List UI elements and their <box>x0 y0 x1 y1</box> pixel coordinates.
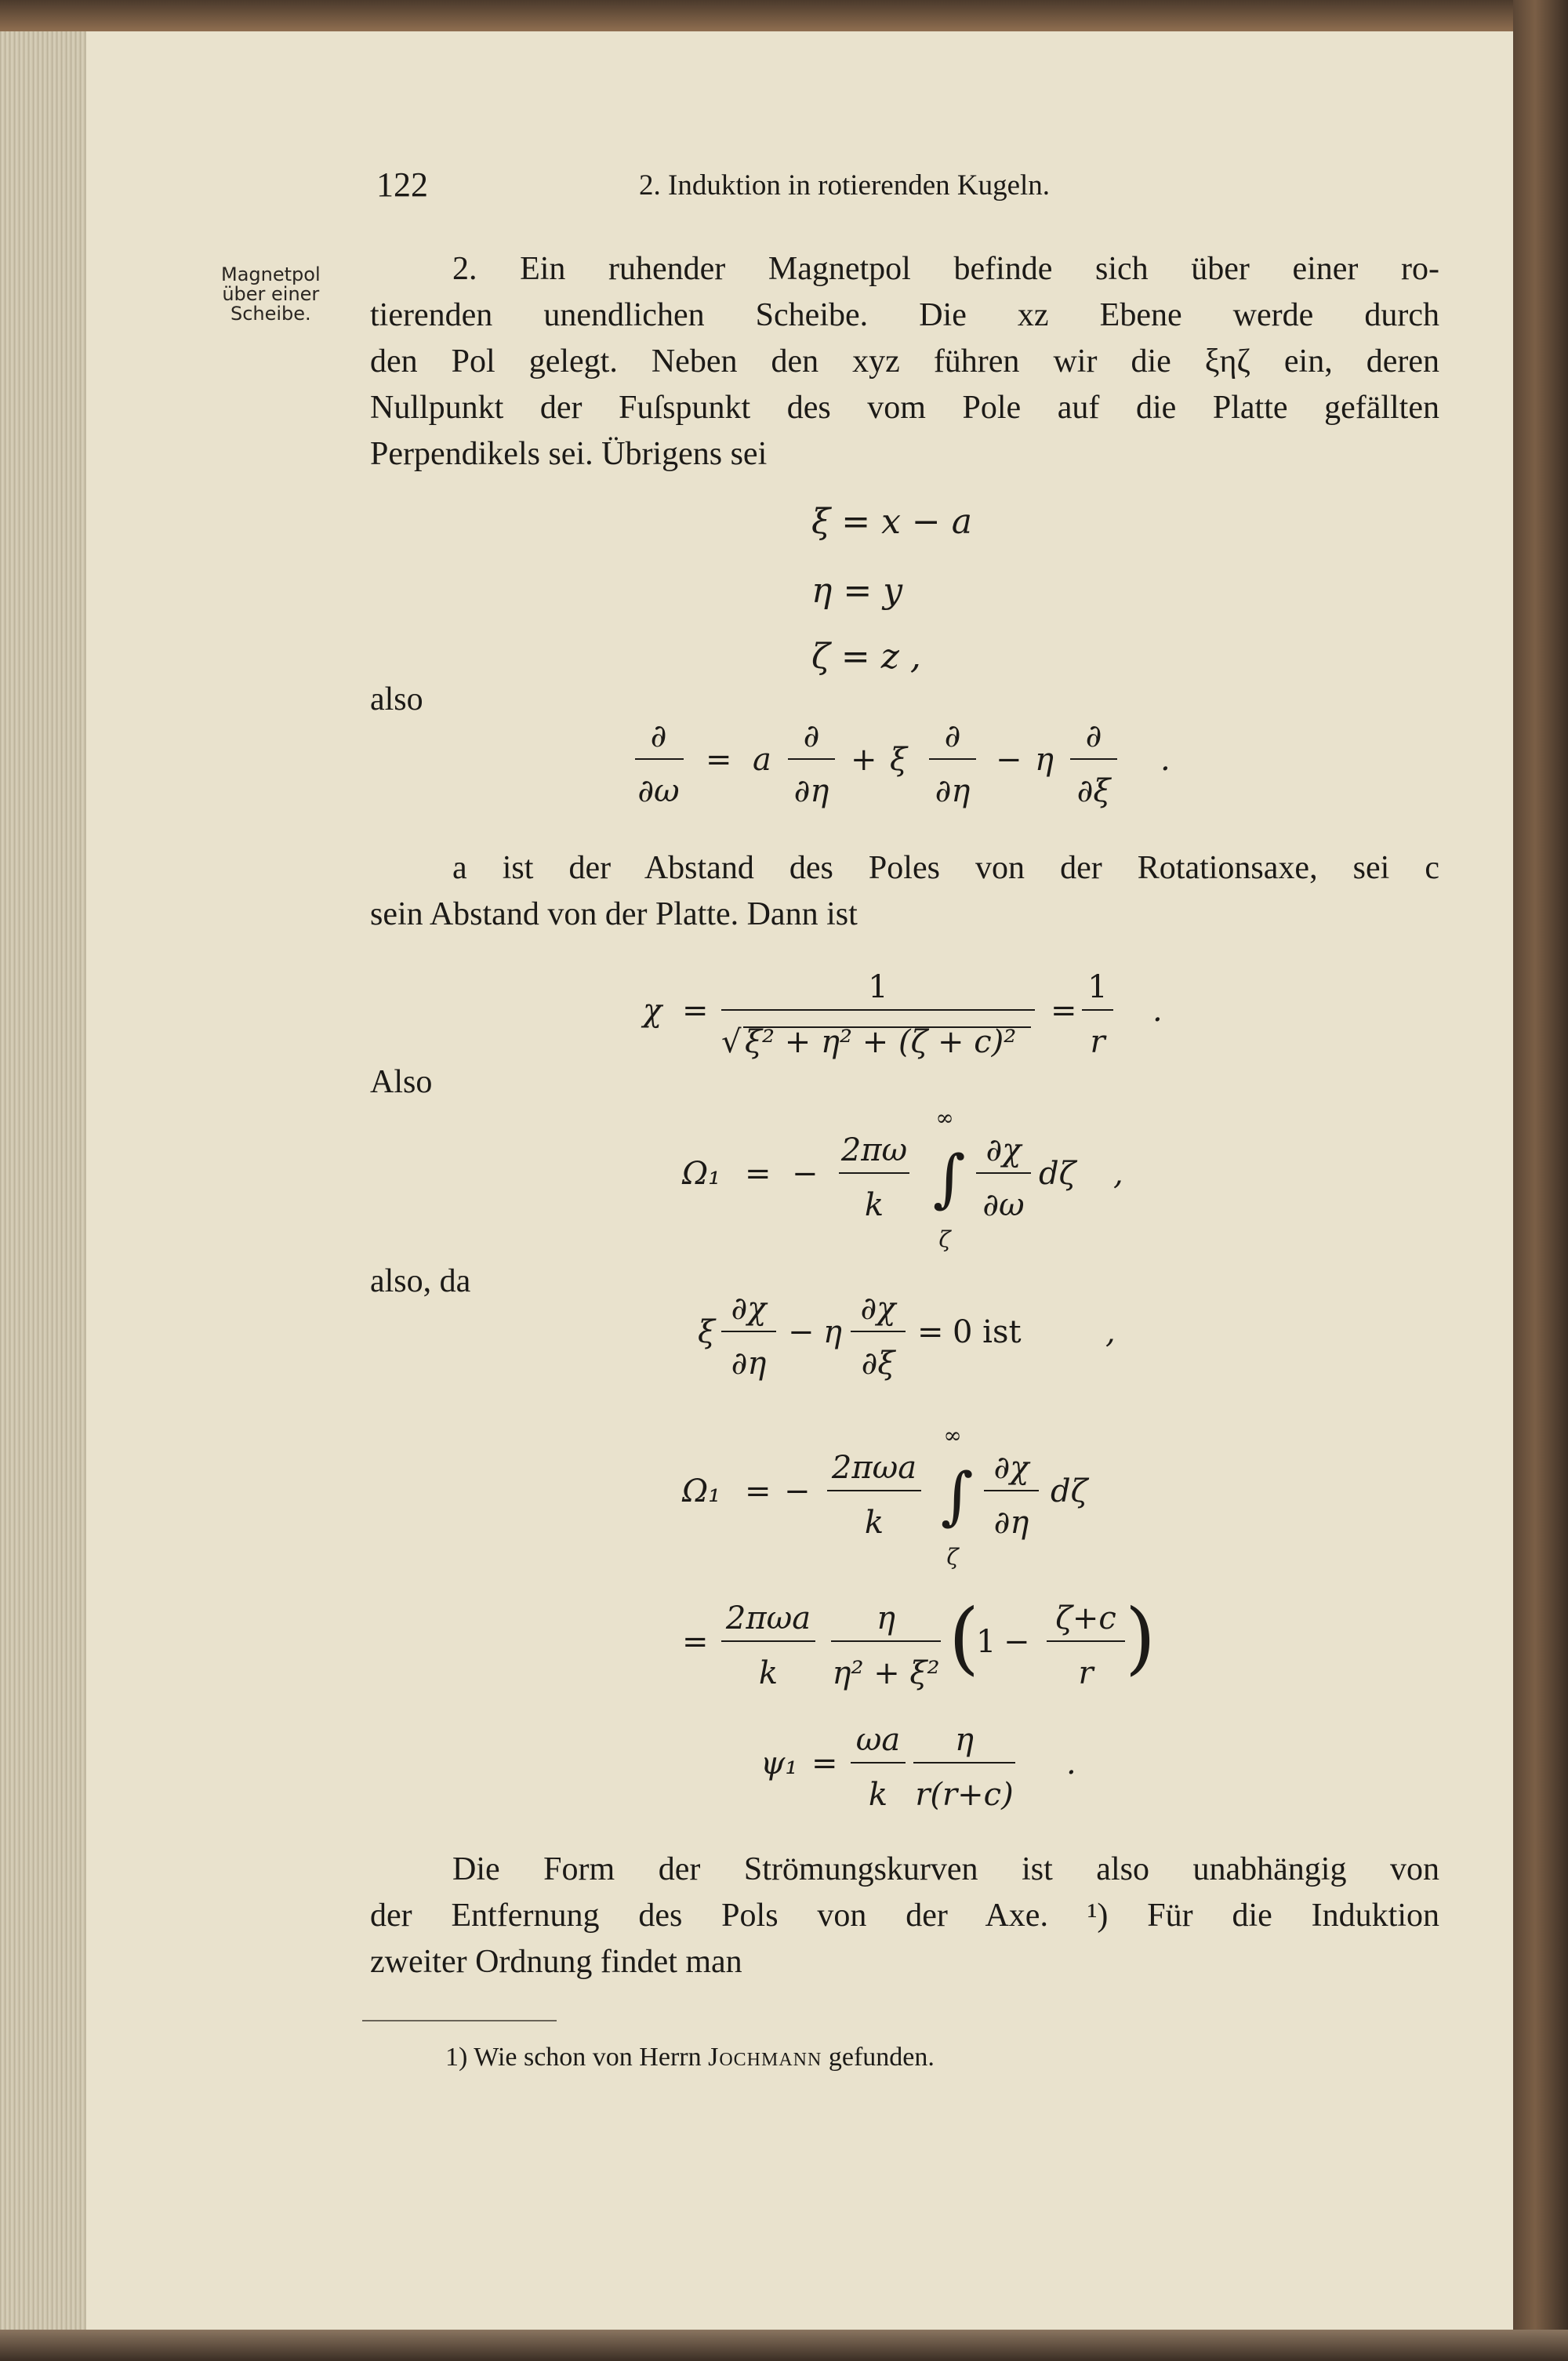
svg-text:∂ω: ∂ω <box>982 1187 1025 1223</box>
svg-text:√: √ <box>721 1024 742 1060</box>
paragraph-distance <box>370 845 1439 938</box>
svg-text:=: = <box>811 1745 838 1782</box>
svg-text:∫: ∫ <box>941 1459 974 1532</box>
svg-text:=: = <box>745 1156 771 1192</box>
svg-text:Ω₁: Ω₁ <box>682 1473 721 1509</box>
footnote-text-end: gefunden. <box>828 2043 935 2072</box>
label-also: also <box>370 681 423 717</box>
text-line: den Pol gelegt. Neben den xyz führen wir die ξηζ ein, deren <box>370 343 1439 380</box>
svg-text:(: ( <box>949 1592 980 1684</box>
svg-text:a: a <box>753 742 771 778</box>
text-line: zweiter Ordnung findet man <box>370 1944 742 1980</box>
margin-note-line: Scheibe. <box>230 303 311 325</box>
equation-omega-result <box>674 1588 1160 1698</box>
svg-text:dζ: dζ <box>1051 1473 1088 1509</box>
equation-zeta: ζ = z , <box>811 637 921 677</box>
svg-text:∂ξ: ∂ξ <box>861 1346 895 1382</box>
svg-text:,: , <box>1113 1156 1123 1192</box>
svg-text:1: 1 <box>1087 969 1108 1005</box>
footnote <box>445 2043 935 2072</box>
book-bottom-edge <box>0 2330 1568 2361</box>
svg-text:∞: ∞ <box>943 1422 962 1448</box>
text-line: der Entfernung des Pols von der Axe. ¹) Für die Induktion <box>370 1898 1439 1934</box>
svg-text:η: η <box>877 1600 895 1636</box>
svg-text:∂η: ∂η <box>993 1505 1029 1541</box>
svg-text:0 ist: 0 ist <box>953 1314 1022 1350</box>
svg-text:∞: ∞ <box>935 1105 954 1131</box>
text-line: Perpendikels sei. Übrigens sei <box>370 436 768 472</box>
book-top-edge <box>0 0 1568 31</box>
equation-omega-integral <box>674 1098 1176 1255</box>
footnote-author-name: Jochmann <box>708 2043 822 2072</box>
svg-text:∂χ: ∂χ <box>993 1450 1029 1486</box>
svg-text:−: − <box>792 1156 818 1192</box>
svg-text:=: = <box>682 993 709 1029</box>
margin-note-line: Magnetpol <box>221 263 321 285</box>
svg-text:∂χ: ∂χ <box>860 1291 896 1327</box>
svg-text:.: . <box>1152 993 1163 1029</box>
svg-text:∂η: ∂η <box>793 773 829 809</box>
svg-text:1: 1 <box>976 1624 996 1660</box>
svg-text:ξ: ξ <box>890 742 908 778</box>
label-also-capital: Also <box>370 1064 433 1100</box>
svg-text:=: = <box>682 1624 709 1660</box>
svg-text:∂: ∂ <box>650 718 667 754</box>
svg-text:∂ξ: ∂ξ <box>1076 773 1111 809</box>
svg-text:η² + ξ²: η² + ξ² <box>832 1655 940 1691</box>
svg-text:ξ² + η² + (ζ + c)²: ξ² + η² + (ζ + c)² <box>745 1024 1017 1060</box>
svg-text:r(r+c): r(r+c) <box>915 1777 1014 1813</box>
svg-text:∂ω: ∂ω <box>637 773 680 809</box>
svg-text:∫: ∫ <box>933 1142 966 1215</box>
svg-text:): ) <box>1125 1592 1156 1684</box>
svg-text:=: = <box>917 1314 944 1350</box>
equation-xi: ξ = x − a <box>811 502 972 542</box>
svg-text:ζ: ζ <box>946 1544 959 1570</box>
svg-text:k: k <box>864 1505 884 1541</box>
svg-text:2πω: 2πω <box>840 1132 908 1168</box>
svg-text:+: + <box>851 742 877 778</box>
svg-text:η: η <box>823 1314 842 1350</box>
svg-text:−: − <box>784 1473 811 1509</box>
svg-text:χ: χ <box>643 993 662 1029</box>
equation-psi <box>753 1709 1113 1819</box>
equation-derivative-operator <box>612 714 1207 823</box>
margin-note-line: über einer <box>222 283 320 305</box>
text-line: tierenden unendlichen Scheibe. Die xz Ebene werde durch <box>370 297 1439 333</box>
svg-text:∂: ∂ <box>944 718 961 754</box>
svg-text:=: = <box>1051 993 1077 1029</box>
svg-text:∂: ∂ <box>1085 718 1102 754</box>
book-binding-edge <box>1513 0 1568 2361</box>
svg-text:Ω₁: Ω₁ <box>682 1156 721 1192</box>
svg-text:ψ₁: ψ₁ <box>760 1745 798 1782</box>
svg-text:−: − <box>996 742 1022 778</box>
svg-text:=: = <box>745 1473 771 1509</box>
svg-text:1: 1 <box>868 969 888 1005</box>
running-title: 2. Induktion in rotierenden Kugeln. <box>639 169 1051 202</box>
svg-text:.: . <box>1066 1745 1076 1782</box>
svg-text:,: , <box>1105 1314 1116 1350</box>
svg-text:k: k <box>864 1187 884 1223</box>
svg-text:r: r <box>1078 1655 1094 1691</box>
svg-text:ζ+c: ζ+c <box>1055 1600 1116 1636</box>
svg-text:∂χ: ∂χ <box>985 1132 1022 1168</box>
equation-eta: η = y <box>811 571 903 611</box>
text-line: sein Abstand von der Platte. Dann ist <box>370 896 858 932</box>
text-line: Die Form der Strömungskurven ist also unabhängig von <box>452 1851 1439 1887</box>
footnote-text: Wie schon von Herrn <box>474 2043 702 2072</box>
svg-text:−: − <box>1004 1624 1030 1660</box>
svg-text:r: r <box>1090 1024 1105 1060</box>
label-also-da: also, da <box>370 1263 471 1299</box>
svg-text:ωa: ωa <box>855 1722 901 1758</box>
text-line: 2. Ein ruhender Magnetpol befinde sich über einer ro- <box>452 251 1439 287</box>
svg-text:ξ: ξ <box>698 1314 716 1350</box>
svg-text:dζ: dζ <box>1039 1156 1076 1192</box>
svg-text:k: k <box>868 1777 888 1813</box>
svg-text:∂η: ∂η <box>935 773 971 809</box>
svg-text:.: . <box>1160 742 1171 778</box>
svg-text:−: − <box>788 1314 815 1350</box>
footnote-rule <box>362 2020 557 2021</box>
text-line: Nullpunkt der Fuſspunkt des vom Pole auf die Platte gefällten <box>370 390 1439 426</box>
svg-text:2πωa: 2πωa <box>831 1450 917 1486</box>
paragraph-intro <box>370 246 1439 478</box>
equation-omega-integral-eta <box>674 1415 1160 1572</box>
svg-text:2πωa: 2πωa <box>725 1600 811 1636</box>
page-stack-edge <box>0 31 86 2337</box>
equation-condition <box>690 1286 1160 1396</box>
svg-text:∂η: ∂η <box>731 1346 767 1382</box>
svg-text:η: η <box>955 1722 974 1758</box>
paragraph-conclusion <box>370 1847 1439 1985</box>
svg-text:∂: ∂ <box>803 718 820 754</box>
margin-note <box>221 265 321 324</box>
equation-chi <box>635 964 1184 1074</box>
svg-text:=: = <box>706 742 732 778</box>
page-number: 122 <box>376 165 428 204</box>
svg-text:η: η <box>1035 742 1054 778</box>
footnote-marker: 1) <box>445 2043 468 2072</box>
svg-text:ζ: ζ <box>938 1226 951 1252</box>
svg-text:∂χ: ∂χ <box>731 1291 767 1327</box>
svg-text:k: k <box>758 1655 779 1691</box>
text-line: a ist der Abstand des Poles von der Rotationsaxe, sei c <box>452 850 1439 886</box>
